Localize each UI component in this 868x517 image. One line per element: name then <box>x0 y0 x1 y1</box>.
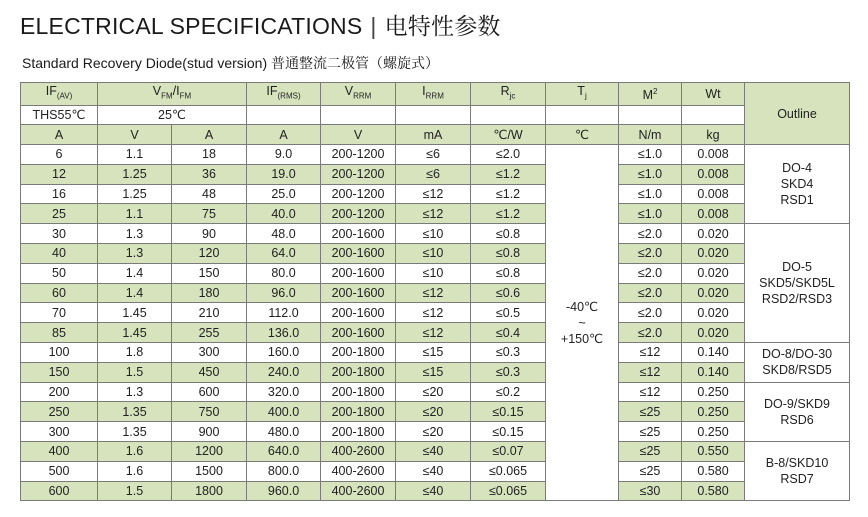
table-cell: ≤0.5 <box>471 303 546 323</box>
table-cell: 210 <box>172 303 247 323</box>
table-cell: ≤1.0 <box>619 184 682 204</box>
table-cell: ≤30 <box>619 481 682 501</box>
table-cell: 30 <box>21 224 98 244</box>
table-subtitle: Standard Recovery Diode(stud version) 普通整流二极管（螺旋式） <box>22 55 440 71</box>
table-cell: ≤0.8 <box>471 244 546 264</box>
table-cell: 1.35 <box>98 422 172 442</box>
header-irrm: $I_{RRM}$ <box>396 83 471 106</box>
table-cell: 0.008 <box>682 164 745 184</box>
tj-range-line: -40℃ <box>565 299 599 314</box>
table-cell: ≤1.0 <box>619 164 682 184</box>
table-cell: 0.008 <box>682 145 745 165</box>
unit-cell: A <box>172 125 247 145</box>
table-cell: ≤1.2 <box>471 184 546 204</box>
unit-cell: V <box>321 125 396 145</box>
table-cell: 200-1800 <box>321 422 396 442</box>
table-cell: ≤15 <box>396 362 471 382</box>
table-cell: ≤0.15 <box>471 402 546 422</box>
table-cell: 48 <box>172 184 247 204</box>
tj-range-line: ~ <box>578 315 586 330</box>
table-cell: 6 <box>21 145 98 165</box>
page-title <box>20 8 501 41</box>
table-cell: ≤0.065 <box>471 481 546 501</box>
table-cell: 0.020 <box>682 224 745 244</box>
table-row <box>21 323 850 343</box>
table-cell: ≤0.07 <box>471 442 546 462</box>
header-wt: Wt <box>682 83 745 106</box>
outline-cell <box>745 224 850 343</box>
table-cell: 0.250 <box>682 382 745 402</box>
table-cell: 200-1600 <box>321 283 396 303</box>
table-cell: 150 <box>172 263 247 283</box>
outline-cell <box>745 145 850 224</box>
table-cell: 200-1200 <box>321 204 396 224</box>
table-cell: 1.5 <box>98 481 172 501</box>
table-cell: 120 <box>172 244 247 264</box>
table-cell: ≤0.15 <box>471 422 546 442</box>
table-cell: 48.0 <box>247 224 321 244</box>
table-row <box>21 244 850 264</box>
header-blank-cell <box>396 105 471 125</box>
table-cell: 1.1 <box>98 204 172 224</box>
table-cell: 160.0 <box>247 343 321 363</box>
header-outline: Outline <box>745 83 850 145</box>
table-cell: 200-1600 <box>321 244 396 264</box>
table-row <box>21 263 850 283</box>
table-row <box>21 224 850 244</box>
header-m: $M^2$ <box>619 83 682 106</box>
header-ths: THS55℃ <box>21 105 98 125</box>
table-row <box>21 442 850 462</box>
table-cell: ≤12 <box>619 382 682 402</box>
table-cell: 480.0 <box>247 422 321 442</box>
table-cell: 400 <box>21 442 98 462</box>
table-cell: 1.8 <box>98 343 172 363</box>
table-row <box>21 343 850 363</box>
table-cell: 0.140 <box>682 362 745 382</box>
header-if-rms: $IF_{(RMS)}$ <box>247 83 321 106</box>
table-cell: ≤0.3 <box>471 343 546 363</box>
table-cell: ≤2.0 <box>619 323 682 343</box>
table-cell: 75 <box>172 204 247 224</box>
unit-cell: A <box>21 125 98 145</box>
table-cell: 0.140 <box>682 343 745 363</box>
table-cell: 100 <box>21 343 98 363</box>
table-cell: ≤10 <box>396 244 471 264</box>
table-cell: ≤6 <box>396 145 471 165</box>
table-cell: ≤6 <box>396 164 471 184</box>
header-row-1 <box>21 83 850 106</box>
header-blank-cell <box>321 105 396 125</box>
table-cell: 1500 <box>172 461 247 481</box>
table-cell: 80.0 <box>247 263 321 283</box>
table-cell: ≤25 <box>619 442 682 462</box>
table-cell: 40 <box>21 244 98 264</box>
outline-cell <box>745 343 850 383</box>
table-cell: 85 <box>21 323 98 343</box>
table-cell: 320.0 <box>247 382 321 402</box>
table-cell: 400-2600 <box>321 461 396 481</box>
table-cell: ≤20 <box>396 382 471 402</box>
table-cell: 50 <box>21 263 98 283</box>
table-cell: 25 <box>21 204 98 224</box>
table-cell: 1.25 <box>98 164 172 184</box>
outline-line: RSD2/RSD3 <box>761 292 833 307</box>
table-cell: 0.250 <box>682 402 745 422</box>
table-cell: 600 <box>21 481 98 501</box>
table-cell: ≤1.0 <box>619 204 682 224</box>
table-cell: 36 <box>172 164 247 184</box>
table-cell: 0.550 <box>682 442 745 462</box>
table-cell: 1.35 <box>98 402 172 422</box>
table-cell: ≤12 <box>619 343 682 363</box>
table-cell: 16 <box>21 184 98 204</box>
table-cell: 136.0 <box>247 323 321 343</box>
table-cell: 200-1600 <box>321 323 396 343</box>
table-cell: 1.1 <box>98 145 172 165</box>
table-cell: 0.020 <box>682 244 745 264</box>
table-cell: 90 <box>172 224 247 244</box>
table-cell: 0.020 <box>682 303 745 323</box>
table-cell: 200-1800 <box>321 402 396 422</box>
table-cell: ≤10 <box>396 263 471 283</box>
table-cell: ≤2.0 <box>619 224 682 244</box>
table-cell: 0.250 <box>682 422 745 442</box>
table-row <box>21 362 850 382</box>
table-cell: ≤12 <box>396 283 471 303</box>
table-cell: ≤25 <box>619 461 682 481</box>
table-cell: ≤20 <box>396 402 471 422</box>
header-tj: $T_j$ <box>546 83 619 106</box>
unit-cell: kg <box>682 125 745 145</box>
table-cell: 0.008 <box>682 184 745 204</box>
table-cell: ≤15 <box>396 343 471 363</box>
table-cell: ≤2.0 <box>619 263 682 283</box>
unit-cell: A <box>247 125 321 145</box>
table-cell: ≤0.2 <box>471 382 546 402</box>
table-cell: 0.020 <box>682 323 745 343</box>
table-cell: ≤0.8 <box>471 224 546 244</box>
table-cell: 19.0 <box>247 164 321 184</box>
table-cell: 200 <box>21 382 98 402</box>
table-row <box>21 283 850 303</box>
unit-cell: N/m <box>619 125 682 145</box>
table-cell: 150 <box>21 362 98 382</box>
table-cell: 640.0 <box>247 442 321 462</box>
table-cell: 40.0 <box>247 204 321 224</box>
table-cell: 960.0 <box>247 481 321 501</box>
table-cell: 250 <box>21 402 98 422</box>
table-cell: 1.6 <box>98 461 172 481</box>
table-cell: ≤1.2 <box>471 204 546 224</box>
header-blank-cell <box>471 105 546 125</box>
table-cell: 450 <box>172 362 247 382</box>
table-cell: 25.0 <box>247 184 321 204</box>
title-chinese: 电特性参数 <box>384 13 501 39</box>
table-cell: 800.0 <box>247 461 321 481</box>
table-cell: 240.0 <box>247 362 321 382</box>
table-cell: 600 <box>172 382 247 402</box>
table-cell: ≤1.2 <box>471 164 546 184</box>
table-cell: 750 <box>172 402 247 422</box>
header-blank-cell <box>682 105 745 125</box>
header-vfm-ifm: $V_{FM}/I_{FM}$ <box>98 83 247 106</box>
tj-range-cell <box>546 145 619 501</box>
table-cell: 1.4 <box>98 283 172 303</box>
table-cell: 1.45 <box>98 303 172 323</box>
table-row <box>21 461 850 481</box>
table-row <box>21 382 850 402</box>
header-blank-cell <box>546 105 619 125</box>
table-cell: 900 <box>172 422 247 442</box>
table-cell: ≤0.6 <box>471 283 546 303</box>
table-cell: ≤40 <box>396 461 471 481</box>
table-cell: 1.25 <box>98 184 172 204</box>
table-row <box>21 303 850 323</box>
table-cell: 1.3 <box>98 382 172 402</box>
outline-cell <box>745 382 850 441</box>
table-cell: 400-2600 <box>321 481 396 501</box>
table-cell: 96.0 <box>247 283 321 303</box>
outline-cell <box>745 442 850 501</box>
table-cell: 200-1200 <box>321 184 396 204</box>
table-cell: 0.020 <box>682 263 745 283</box>
header-if-av: $IF_{(AV)}$ <box>21 83 98 106</box>
table-cell: ≤2.0 <box>619 283 682 303</box>
table-cell: 200-1800 <box>321 362 396 382</box>
table-cell: ≤0.4 <box>471 323 546 343</box>
table-cell: ≤25 <box>619 422 682 442</box>
outline-line: RSD7 <box>780 472 814 487</box>
header-temp: 25℃ <box>98 105 247 125</box>
table-cell: ≤12 <box>396 303 471 323</box>
header-vrrm: $V_{RRM}$ <box>321 83 396 106</box>
table-cell: ≤40 <box>396 442 471 462</box>
table-cell: 200-1200 <box>321 145 396 165</box>
header-blank-cell <box>247 105 321 125</box>
header-blank-cell <box>619 105 682 125</box>
table-cell: 0.020 <box>682 283 745 303</box>
unit-cell: V <box>98 125 172 145</box>
table-cell: 1.45 <box>98 323 172 343</box>
table-row <box>21 481 850 501</box>
table-cell: 60 <box>21 283 98 303</box>
table-cell: 300 <box>21 422 98 442</box>
table-cell: 200-1600 <box>321 224 396 244</box>
table-cell: ≤0.8 <box>471 263 546 283</box>
tj-range-line: +150℃ <box>560 331 604 346</box>
table-cell: 300 <box>172 343 247 363</box>
table-cell: 200-1800 <box>321 382 396 402</box>
table-cell: 70 <box>21 303 98 323</box>
unit-cell: ℃ <box>546 125 619 145</box>
table-row <box>21 422 850 442</box>
table-cell: 9.0 <box>247 145 321 165</box>
table-cell: ≤2.0 <box>619 244 682 264</box>
table-cell: 500 <box>21 461 98 481</box>
table-cell: 1.4 <box>98 263 172 283</box>
outline-line: SKD8/RSD5 <box>762 363 832 378</box>
unit-cell: ℃/W <box>471 125 546 145</box>
table-cell: 200-1600 <box>321 263 396 283</box>
table-cell: ≤0.3 <box>471 362 546 382</box>
table-cell: 200-1600 <box>321 303 396 323</box>
table-cell: ≤2.0 <box>471 145 546 165</box>
unit-cell: mA <box>396 125 471 145</box>
table-cell: ≤40 <box>396 481 471 501</box>
table-cell: 400-2600 <box>321 442 396 462</box>
table-cell: 1.5 <box>98 362 172 382</box>
table-cell: ≤2.0 <box>619 303 682 323</box>
table-cell: ≤20 <box>396 422 471 442</box>
table-cell: ≤12 <box>396 184 471 204</box>
table-cell: 1.3 <box>98 224 172 244</box>
table-cell: ≤12 <box>619 362 682 382</box>
table-cell: 64.0 <box>247 244 321 264</box>
table-row <box>21 184 850 204</box>
table-row <box>21 164 850 184</box>
table-cell: ≤12 <box>396 323 471 343</box>
table-cell: 400.0 <box>247 402 321 422</box>
outline-line: SKD5/SKD5L <box>759 276 835 291</box>
table-cell: ≤10 <box>396 224 471 244</box>
table-cell: 112.0 <box>247 303 321 323</box>
table-cell: ≤0.065 <box>471 461 546 481</box>
table-cell: ≤1.0 <box>619 145 682 165</box>
table-cell: 0.580 <box>682 481 745 501</box>
outline-line: DO-9/SKD9 <box>764 396 831 411</box>
table-cell: 1.6 <box>98 442 172 462</box>
header-row-2 <box>21 105 850 125</box>
title-english: ELECTRICAL SPECIFICATIONS <box>20 13 363 39</box>
outline-line: RSD1 <box>780 193 814 208</box>
units-row <box>21 125 850 145</box>
table-cell: 1200 <box>172 442 247 462</box>
table-cell: 1800 <box>172 481 247 501</box>
spec-table <box>20 82 850 501</box>
title-separator: | <box>370 13 377 39</box>
outline-line: DO-5 <box>782 260 812 275</box>
outline-line: DO-8/DO-30 <box>761 347 833 362</box>
table-row <box>21 402 850 422</box>
table-cell: 0.580 <box>682 461 745 481</box>
header-rjc: $R_{jc}$ <box>471 83 546 106</box>
table-cell: 200-1200 <box>321 164 396 184</box>
table-cell: ≤12 <box>396 204 471 224</box>
table-cell: 0.008 <box>682 204 745 224</box>
outline-line: DO-4 <box>782 161 812 176</box>
table-cell: ≤25 <box>619 402 682 422</box>
table-row <box>21 204 850 224</box>
outline-line: RSD6 <box>780 412 814 427</box>
table-cell: 180 <box>172 283 247 303</box>
table-row <box>21 145 850 165</box>
table-cell: 200-1800 <box>321 343 396 363</box>
outline-line: B-8/SKD10 <box>765 456 829 471</box>
table-cell: 1.3 <box>98 244 172 264</box>
table-cell: 12 <box>21 164 98 184</box>
table-cell: 255 <box>172 323 247 343</box>
table-cell: 18 <box>172 145 247 165</box>
outline-line: SKD4 <box>780 177 814 192</box>
